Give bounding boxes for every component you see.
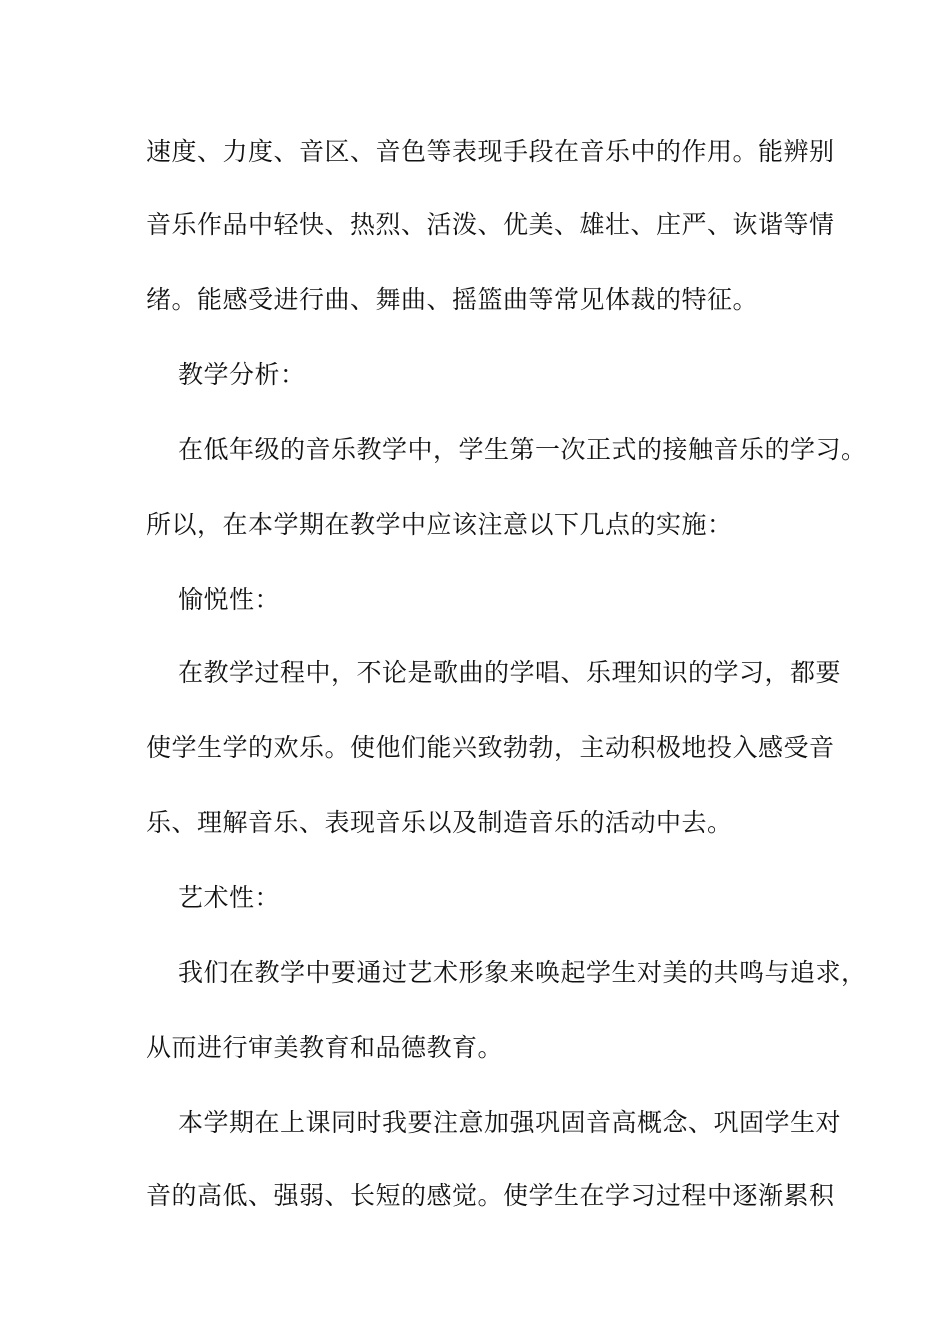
paragraph-line: 本学期在上课同时我要注意加强巩固音高概念、巩固学生对	[178, 1108, 842, 1137]
paragraph-line: 音的高低、强弱、长短的感觉。使学生在学习过程中逐渐累积	[146, 1181, 835, 1210]
paragraph-line: 我们在教学中要通过艺术形象来唤起学生对美的共鸣与追求，	[178, 958, 867, 987]
paragraph-line: 速度、力度、音区、音色等表现手段在音乐中的作用。能辨别	[146, 137, 835, 166]
section-heading: 愉悦性：	[178, 585, 281, 614]
paragraph-line: 所以，在本学期在教学中应该注意以下几点的实施：	[146, 510, 733, 539]
paragraph-line: 从而进行审美教育和品德教育。	[146, 1033, 504, 1062]
paragraph-line: 绪。能感受进行曲、舞曲、摇篮曲等常见体裁的特征。	[146, 285, 759, 314]
paragraph-line: 使学生学的欢乐。使他们能兴致勃勃，主动积极地投入感受音	[146, 733, 835, 762]
paragraph-line: 在低年级的音乐教学中，学生第一次正式的接触音乐的学习。	[178, 435, 867, 464]
paragraph-line: 在教学过程中，不论是歌曲的学唱、乐理知识的学习，都要	[178, 658, 842, 687]
paragraph-line: 音乐作品中轻快、热烈、活泼、优美、雄壮、庄严、诙谐等情	[146, 210, 835, 239]
paragraph-line: 乐、理解音乐、表现音乐以及制造音乐的活动中去。	[146, 808, 733, 837]
section-heading: 艺术性：	[178, 883, 281, 912]
section-heading: 教学分析：	[178, 360, 306, 389]
